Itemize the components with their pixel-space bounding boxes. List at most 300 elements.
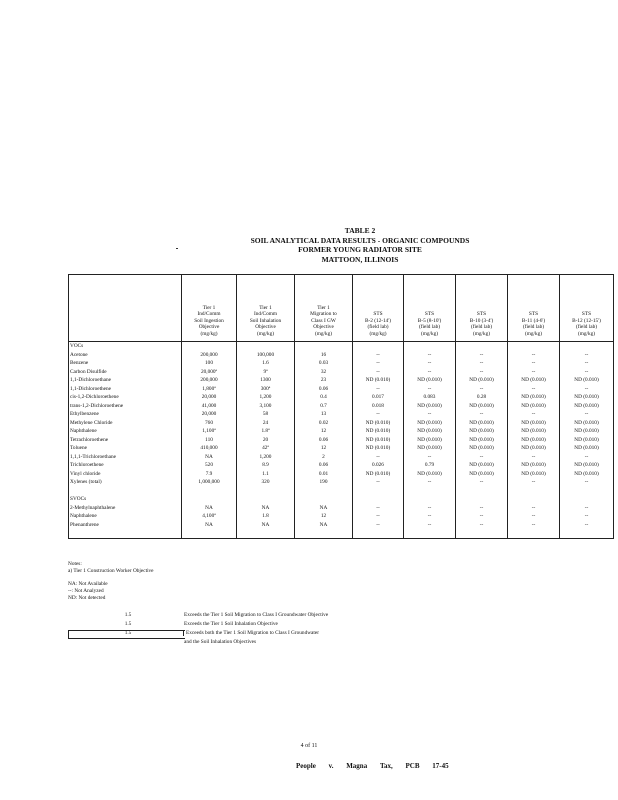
column-header-line: Class I GW	[311, 317, 336, 324]
column-header	[69, 275, 182, 342]
value-cell	[560, 529, 614, 538]
value-cell	[295, 529, 353, 538]
column-header-line: STS	[476, 311, 487, 317]
value-cell: --	[508, 521, 560, 530]
table-row	[69, 393, 614, 402]
value-cell: 0.01	[295, 470, 353, 479]
value-cell: ND (0.010)	[404, 470, 456, 479]
value-cell: --	[353, 521, 404, 530]
table-row	[69, 376, 614, 385]
table-number: TABLE 2	[344, 226, 376, 235]
column-header-line: Objective	[255, 324, 276, 330]
compound-name-cell: Acetone	[69, 351, 182, 360]
page-number: 4 of 11	[300, 743, 318, 749]
compound-name-cell	[69, 529, 182, 538]
value-cell: 1,800ª	[182, 385, 237, 394]
compound-name-cell: 1,1-Dichloroethene	[69, 385, 182, 394]
value-cell: --	[560, 453, 614, 462]
value-cell: --	[456, 359, 508, 368]
compound-name-cell: Naphthalene	[69, 427, 182, 436]
value-cell: ND (0.010)	[508, 436, 560, 445]
value-cell	[182, 487, 237, 496]
value-cell: --	[508, 512, 560, 521]
value-cell: ND (0.010)	[560, 470, 614, 479]
column-header-line: Objective	[198, 324, 220, 330]
value-cell: 0.06	[295, 436, 353, 445]
value-cell: 520	[182, 461, 237, 470]
value-cell: --	[560, 385, 614, 394]
value-cell: --	[560, 504, 614, 513]
compound-name-cell: cis-1,2-Dichloroethene	[69, 393, 182, 402]
value-cell: 0.03	[295, 359, 353, 368]
compound-name-cell: VOCs	[69, 342, 182, 351]
value-cell	[456, 529, 508, 538]
value-cell	[237, 487, 295, 496]
value-cell: 0.79	[404, 461, 456, 470]
note-not-analyzed: --: Not Analyzed	[68, 588, 104, 594]
value-cell: --	[508, 385, 560, 394]
value-cell: --	[508, 351, 560, 360]
site-location: MATTOON, ILLINOIS	[321, 254, 399, 264]
column-header-line: B-11 (4-6')	[521, 317, 546, 324]
value-cell: 110	[182, 436, 237, 445]
table-row	[69, 453, 614, 462]
column-header-line: Tier 1	[317, 304, 330, 311]
value-cell: NA	[182, 521, 237, 530]
column-header-line: (field lab)	[367, 324, 389, 330]
value-cell: 100	[182, 359, 237, 368]
legend-text: Exceeds the Tier 1 Soil Migration to Class I Groundwater Objective	[184, 612, 329, 618]
column-header-line: Soil Ingestion	[194, 317, 224, 324]
value-cell: 8.9	[237, 461, 295, 470]
footer-word: PCB	[405, 762, 420, 770]
value-cell: ND (0.010)	[508, 393, 560, 402]
value-cell	[560, 495, 614, 504]
footer-word: Magna	[346, 762, 368, 770]
value-cell: 16	[295, 351, 353, 360]
column-header-line: STS	[373, 311, 383, 317]
compound-name-cell: Tetrachloroethene	[69, 436, 182, 445]
column-header	[508, 275, 560, 342]
compound-name-cell: 1,1-Dichloroethane	[69, 376, 182, 385]
compound-name-cell	[69, 487, 182, 496]
compound-name-cell: Toluene	[69, 444, 182, 453]
value-cell: --	[560, 410, 614, 419]
value-cell: NA	[182, 453, 237, 462]
value-cell: ND (0.010)	[560, 376, 614, 385]
table-row	[69, 342, 614, 351]
value-cell: ND (0.010)	[456, 427, 508, 436]
note-a: a) Tier 1 Construction Worker Objective	[68, 568, 154, 574]
column-header-line: Objective	[313, 324, 334, 330]
value-cell: 0.28	[456, 393, 508, 402]
value-cell: 760	[182, 419, 237, 428]
value-cell: ND (0.010)	[508, 402, 560, 411]
value-cell: 4,100ª	[182, 512, 237, 521]
value-cell: 1.6	[237, 359, 295, 368]
compound-name-cell: Methylene Chloride	[69, 419, 182, 428]
value-cell: --	[508, 359, 560, 368]
value-cell	[295, 487, 353, 496]
value-cell: --	[456, 453, 508, 462]
column-header	[560, 275, 614, 342]
value-cell: --	[404, 453, 456, 462]
value-cell: 13	[295, 410, 353, 419]
column-header-line: (mg/kg)	[420, 330, 439, 337]
table-row	[69, 512, 614, 521]
value-cell: ND (0.010)	[508, 444, 560, 453]
value-cell: --	[404, 478, 456, 487]
value-cell: ND (0.010)	[508, 376, 560, 385]
column-header-line: (field lab)	[522, 324, 545, 330]
note-na: NA: Not Available	[68, 581, 108, 587]
value-cell	[404, 495, 456, 504]
value-cell: 1300	[237, 376, 295, 385]
value-cell: 0.083	[404, 393, 456, 402]
value-cell: --	[456, 504, 508, 513]
value-cell: 0.017	[353, 393, 404, 402]
value-cell: ND (0.010)	[560, 427, 614, 436]
footer-word: People	[296, 762, 316, 770]
value-cell: 9ª	[237, 368, 295, 377]
table-row	[69, 419, 614, 428]
table-row	[69, 444, 614, 453]
value-cell	[237, 342, 295, 351]
value-cell	[182, 529, 237, 538]
column-header-line: Migration to	[310, 311, 337, 317]
value-cell: 1.8	[237, 512, 295, 521]
value-cell: 0.026	[353, 461, 404, 470]
column-header	[456, 275, 508, 342]
value-cell: 3,100	[237, 402, 295, 411]
value-cell: ND (0.010)	[456, 402, 508, 411]
value-cell: 2	[295, 453, 353, 462]
footer-word: Tax,	[379, 762, 393, 770]
value-cell	[353, 495, 404, 504]
column-header	[353, 275, 404, 342]
value-cell: 41,000	[182, 402, 237, 411]
column-header	[237, 275, 295, 342]
legend-text: Exceeds both the Tier 1 Soil Migration to Class I Groundwater	[183, 630, 319, 636]
legend-text-continued: and the Soil Inhalation Objectives	[184, 639, 257, 645]
column-header-line: Soil Inhalation	[249, 317, 282, 324]
value-cell: ND (0.010)	[560, 393, 614, 402]
value-cell: 20,000	[182, 410, 237, 419]
compound-name-cell: Carbon Disulfide	[69, 368, 182, 377]
value-cell: 32	[295, 368, 353, 377]
value-cell: ND (0.010)	[456, 470, 508, 479]
value-cell	[508, 495, 560, 504]
column-header-line: (mg/kg)	[369, 330, 387, 337]
value-cell: ND (0.010)	[404, 376, 456, 385]
value-cell: 24	[237, 419, 295, 428]
case-footer	[296, 762, 460, 770]
value-cell: ND (0.010)	[456, 419, 508, 428]
value-cell: --	[404, 351, 456, 360]
table-row	[69, 529, 614, 538]
legend-value: 1.5	[124, 621, 132, 627]
value-cell: 20,000ª	[182, 368, 237, 377]
value-cell: --	[508, 478, 560, 487]
note-nd: ND: Not detected	[68, 595, 106, 601]
column-header-line: (mg/kg)	[256, 330, 275, 337]
value-cell: --	[508, 368, 560, 377]
table-row	[69, 368, 614, 377]
compound-name-cell: 2-Methylnaphthalene	[69, 504, 182, 513]
legend-value: 1.5	[124, 630, 132, 636]
table-title: SOIL ANALYTICAL DATA RESULTS - ORGANIC COMPOUNDS	[250, 235, 470, 245]
column-header-line: STS	[581, 311, 592, 317]
stray-mark	[176, 248, 178, 249]
value-cell: --	[456, 478, 508, 487]
value-cell: 300ª	[237, 385, 295, 394]
notes-heading: Notes:	[68, 561, 82, 567]
value-cell: NA	[182, 504, 237, 513]
value-cell: ND (0.010)	[404, 444, 456, 453]
value-cell: --	[404, 521, 456, 530]
value-cell	[560, 487, 614, 496]
value-cell: 0.02	[295, 419, 353, 428]
value-cell: --	[456, 512, 508, 521]
table-row	[69, 521, 614, 530]
value-cell: 1,100ª	[182, 427, 237, 436]
value-cell: --	[456, 521, 508, 530]
legend-text: Exceeds the Tier 1 Soil Inhalation Objective	[184, 621, 278, 627]
notes	[68, 561, 154, 602]
value-cell: 190	[295, 478, 353, 487]
value-cell: --	[560, 512, 614, 521]
table-row	[69, 359, 614, 368]
value-cell: 1.8ª	[237, 427, 295, 436]
value-cell: 100,000	[237, 351, 295, 360]
value-cell: 1,200	[237, 393, 295, 402]
value-cell: --	[560, 478, 614, 487]
legend-row	[68, 612, 388, 621]
legend	[68, 612, 388, 645]
column-header-line: (mg/kg)	[472, 330, 491, 337]
value-cell: 0.018	[353, 402, 404, 411]
value-cell: --	[508, 504, 560, 513]
value-cell: --	[404, 512, 456, 521]
table-row	[69, 495, 614, 504]
column-header-line: (mg/kg)	[200, 330, 218, 337]
column-header-line: Tier 1	[259, 304, 272, 311]
value-cell: ND (0.010)	[404, 436, 456, 445]
value-cell: --	[353, 385, 404, 394]
value-cell: 1.1	[237, 470, 295, 479]
table-row	[69, 402, 614, 411]
soil-results-table	[68, 274, 614, 539]
value-cell: --	[456, 385, 508, 394]
table-row	[69, 461, 614, 470]
value-cell: ND (0.010)	[404, 427, 456, 436]
table-row	[69, 470, 614, 479]
value-cell: --	[353, 504, 404, 513]
value-cell	[508, 529, 560, 538]
value-cell: ND (0.010)	[560, 444, 614, 453]
value-cell	[237, 495, 295, 504]
table-row	[69, 427, 614, 436]
column-header-line: B-2 (12-14')	[364, 317, 392, 324]
column-header-line: (field lab)	[575, 324, 598, 330]
value-cell: --	[353, 453, 404, 462]
value-cell: --	[353, 368, 404, 377]
table-row	[69, 504, 614, 513]
value-cell	[353, 342, 404, 351]
value-cell: ND (0.010)	[353, 419, 404, 428]
footer-word: v.	[328, 762, 334, 770]
value-cell: 20	[237, 436, 295, 445]
value-cell: --	[456, 368, 508, 377]
column-header-line: Ind/Comm	[254, 311, 277, 317]
site-name: FORMER YOUNG RADIATOR SITE	[298, 245, 422, 254]
value-cell: 12	[295, 512, 353, 521]
column-header	[295, 275, 353, 342]
value-cell: NA	[237, 504, 295, 513]
compound-name-cell: trans-1,2-Dichloroethene	[69, 402, 182, 411]
column-header-line: STS	[424, 311, 435, 317]
value-cell: 12	[295, 427, 353, 436]
value-cell: 410,000	[182, 444, 237, 453]
value-cell	[404, 529, 456, 538]
value-cell: ND (0.010)	[508, 419, 560, 428]
column-header-line: Tier 1	[202, 304, 216, 311]
compound-name-cell: Ethylbenzene	[69, 410, 182, 419]
value-cell: ND (0.010)	[456, 444, 508, 453]
value-cell: --	[560, 359, 614, 368]
value-cell: --	[353, 410, 404, 419]
value-cell: 7.9	[182, 470, 237, 479]
legend-row-boxed	[68, 630, 388, 645]
compound-name-cell: Trichloroethene	[69, 461, 182, 470]
column-header-line: B-5 (8-10')	[417, 317, 442, 324]
value-cell: --	[560, 368, 614, 377]
column-header	[182, 275, 237, 342]
value-cell	[456, 495, 508, 504]
value-cell: ND (0.010)	[353, 427, 404, 436]
value-cell: ND (0.010)	[404, 402, 456, 411]
value-cell	[508, 342, 560, 351]
value-cell: 200,000	[182, 351, 237, 360]
value-cell: 1,000,000	[182, 478, 237, 487]
column-header-line: B-12 (12-15')	[572, 317, 601, 324]
value-cell: ND (0.010)	[353, 376, 404, 385]
value-cell: ND (0.010)	[456, 436, 508, 445]
value-cell: ND (0.010)	[508, 427, 560, 436]
value-cell: --	[404, 410, 456, 419]
value-cell: 0.7	[295, 402, 353, 411]
value-cell: 320	[237, 478, 295, 487]
value-cell: 200,000	[182, 376, 237, 385]
value-cell: NA	[295, 521, 353, 530]
value-cell: ND (0.010)	[456, 461, 508, 470]
value-cell: ND (0.010)	[353, 444, 404, 453]
value-cell: --	[404, 504, 456, 513]
compound-name-cell: Xylenes (total)	[69, 478, 182, 487]
value-cell: ND (0.010)	[404, 419, 456, 428]
value-cell: --	[456, 410, 508, 419]
value-cell: ND (0.010)	[353, 436, 404, 445]
value-cell: 0.06	[295, 461, 353, 470]
column-header-line: B-10 (3-4')	[469, 317, 494, 324]
value-cell	[295, 495, 353, 504]
column-header	[404, 275, 456, 342]
compound-name-cell: SVOCs	[69, 495, 182, 504]
value-cell	[404, 487, 456, 496]
value-cell: 20,000	[182, 393, 237, 402]
value-cell: 42ª	[237, 444, 295, 453]
value-cell: --	[353, 512, 404, 521]
value-cell	[560, 342, 614, 351]
value-cell: 0.4	[295, 393, 353, 402]
value-cell	[353, 529, 404, 538]
value-cell: --	[560, 521, 614, 530]
column-header-line: Ind/Comm	[197, 311, 221, 317]
value-cell	[456, 487, 508, 496]
value-cell	[237, 529, 295, 538]
value-cell	[182, 495, 237, 504]
compound-name-cell: Naphthalene	[69, 512, 182, 521]
legend-row	[68, 621, 388, 630]
value-cell: ND (0.010)	[560, 436, 614, 445]
value-cell	[508, 487, 560, 496]
value-cell: ND (0.010)	[353, 470, 404, 479]
value-cell: --	[508, 453, 560, 462]
compound-name-cell: 1,1,1-Trichloroethane	[69, 453, 182, 462]
value-cell: --	[353, 359, 404, 368]
value-cell: --	[404, 368, 456, 377]
value-cell: --	[404, 385, 456, 394]
table-header-row	[69, 275, 614, 342]
table-row	[69, 410, 614, 419]
value-cell	[295, 342, 353, 351]
value-cell	[353, 487, 404, 496]
value-cell	[182, 342, 237, 351]
value-cell: 12	[295, 444, 353, 453]
table-row	[69, 436, 614, 445]
value-cell: 23	[295, 376, 353, 385]
value-cell: --	[456, 351, 508, 360]
value-cell: ND (0.010)	[508, 470, 560, 479]
table-row	[69, 478, 614, 487]
value-cell	[404, 342, 456, 351]
column-header-line: (field lab)	[418, 324, 441, 330]
compound-name-cell: Vinyl chloride	[69, 470, 182, 479]
value-cell: 58	[237, 410, 295, 419]
value-cell: ND (0.010)	[508, 461, 560, 470]
value-cell: 0.06	[295, 385, 353, 394]
column-header-line: (mg/kg)	[577, 330, 596, 337]
value-cell	[456, 342, 508, 351]
column-header-line: (mg/kg)	[314, 330, 333, 337]
value-cell: --	[560, 351, 614, 360]
table-row	[69, 487, 614, 496]
compound-name-cell: Benzene	[69, 359, 182, 368]
value-cell: ND (0.010)	[560, 402, 614, 411]
compound-name-cell: Phenanthrene	[69, 521, 182, 530]
value-cell: ND (0.010)	[456, 376, 508, 385]
value-cell: 1,200	[237, 453, 295, 462]
value-cell: --	[353, 478, 404, 487]
column-header-line: STS	[528, 311, 539, 317]
column-header-line: (mg/kg)	[524, 330, 543, 337]
value-cell: --	[353, 351, 404, 360]
table-row	[69, 385, 614, 394]
legend-value: 1.5	[124, 612, 132, 618]
footer-word: 17-45	[432, 762, 449, 770]
value-cell: ND (0.010)	[560, 419, 614, 428]
value-cell: ND (0.010)	[560, 461, 614, 470]
